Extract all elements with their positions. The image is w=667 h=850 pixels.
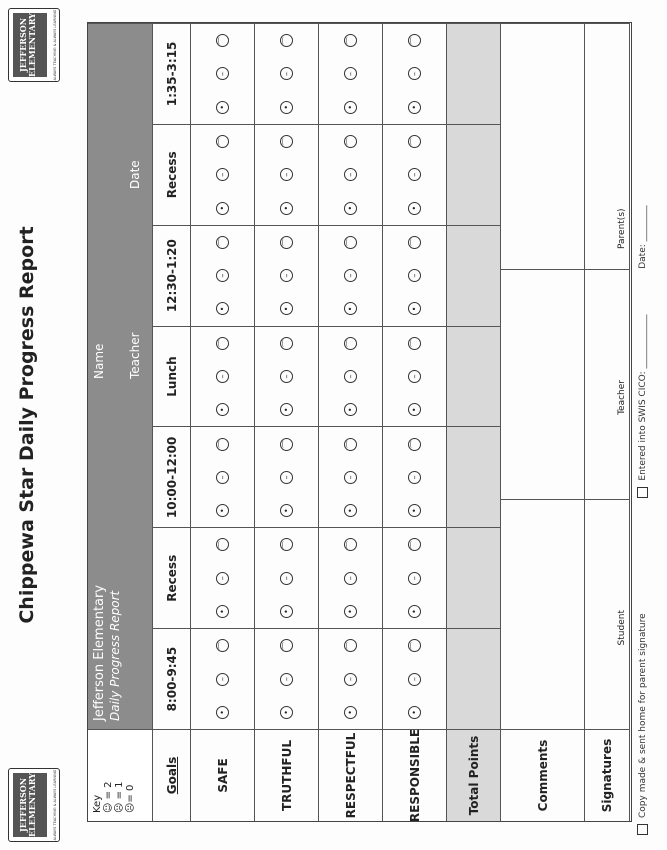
frown-face-icon[interactable]: ⌒ [408,337,421,350]
rating-cell[interactable] [255,225,319,326]
smile-face-icon[interactable]: • [344,403,357,416]
frown-face-icon[interactable]: ⌒ [408,135,421,148]
goals-header [153,729,191,821]
smile-face-icon[interactable]: • [280,101,293,114]
frown-face-icon[interactable]: ⌒ [344,639,357,652]
total-points-cell[interactable] [447,527,501,628]
report-subtitle: Daily Progress Report [108,590,122,721]
comment-cell[interactable] [501,23,585,269]
smile-face-icon[interactable]: • [344,504,357,517]
time-slot-header [153,23,191,124]
rating-cell[interactable] [383,527,447,628]
neutral-face-icon[interactable]: – [344,572,357,585]
smile-face-icon[interactable]: • [344,101,357,114]
total-points-cell[interactable] [447,628,501,729]
frown-face-icon[interactable]: ⌒ [216,438,229,451]
time-slot-header [153,326,191,427]
smile-face-icon[interactable]: • [344,605,357,618]
smile-face-icon[interactable]: • [280,302,293,315]
total-points-cell[interactable] [447,225,501,326]
smile-face-icon[interactable]: • [280,504,293,517]
smile-face-icon[interactable]: • [408,504,421,517]
key-box [88,729,153,821]
smile-face-icon[interactable]: • [216,403,229,416]
neutral-face-icon[interactable]: – [216,572,229,585]
frown-face-icon[interactable]: ⌒ [216,538,229,551]
smile-face-icon[interactable]: • [280,202,293,215]
neutral-face-icon[interactable]: – [344,168,357,181]
rating-cell[interactable] [319,326,383,427]
frown-face-icon[interactable]: ⌒ [408,236,421,249]
smile-face-icon[interactable]: • [408,605,421,618]
key-neutral: ☹ = 1 [114,781,125,813]
neutral-face-icon[interactable]: – [280,370,293,383]
time-slot-label: 12:30-1:20 [164,239,179,313]
total-points-cell[interactable] [447,124,501,225]
signature-parent-label: Parent(s) [617,208,627,249]
footer-date: Date: ________ [638,205,648,269]
signature-field-parent[interactable] [585,23,630,269]
logo-line2-right: ELEMENTARY [27,13,37,77]
neutral-face-icon[interactable]: – [344,370,357,383]
rating-cell[interactable] [191,527,255,628]
frown-face-icon[interactable]: ⌒ [344,135,357,148]
neutral-face-icon[interactable]: – [280,168,293,181]
rating-cell[interactable] [255,628,319,729]
signatures-label [585,729,630,821]
signature-field-student[interactable] [585,499,630,729]
frown-face-icon[interactable]: ⌒ [344,538,357,551]
smile-face-icon[interactable]: • [408,706,421,719]
copy-sent-label: Copy made & sent home for parent signature [638,613,648,818]
smile-face-icon[interactable]: • [344,202,357,215]
frown-face-icon[interactable]: ⌒ [216,639,229,652]
rating-cell[interactable] [319,124,383,225]
rating-cell[interactable] [191,426,255,527]
neutral-face-icon[interactable]: – [408,572,421,585]
neutral-face-icon[interactable]: – [344,471,357,484]
smile-face-icon[interactable]: • [408,101,421,114]
neutral-face-icon[interactable]: – [280,67,293,80]
goals-label: Goals [164,756,179,795]
date-label: Date [128,160,142,189]
rating-cell[interactable] [191,124,255,225]
page-title: Chippewa Star Daily Progress Report [16,226,38,624]
neutral-face-icon[interactable]: – [216,269,229,282]
neutral-face-icon[interactable]: – [216,673,229,686]
rating-cell[interactable] [383,628,447,729]
logo-line2: ELEMENTARY [27,773,37,837]
neutral-face-icon[interactable]: – [280,572,293,585]
smile-face-icon[interactable]: • [280,706,293,719]
time-slot-header [153,426,191,527]
frown-face-icon[interactable]: ⌒ [280,639,293,652]
key-frown: ☹= 0 [125,784,136,813]
rating-cell[interactable] [383,225,447,326]
smile-face-icon[interactable]: • [280,605,293,618]
rating-cell[interactable] [255,23,319,124]
time-slot-header [153,124,191,225]
school-name: Jefferson Elementary [92,584,107,721]
goal-label: RESPONSIBLE [407,728,422,823]
name-label: Name [92,343,106,379]
smile-face-icon[interactable]: • [216,504,229,517]
smile-face-icon[interactable]: • [408,202,421,215]
neutral-face-icon[interactable]: – [408,67,421,80]
total-points-cell[interactable] [447,326,501,427]
rating-cell[interactable] [383,326,447,427]
neutral-face-icon[interactable]: – [344,269,357,282]
progress-grid [87,22,632,822]
neutral-face-icon[interactable]: – [344,673,357,686]
frown-face-icon[interactable]: ⌒ [344,438,357,451]
smile-face-icon[interactable]: • [344,302,357,315]
smile-face-icon[interactable]: • [344,706,357,719]
neutral-face-icon[interactable]: – [408,673,421,686]
goal-row-label [255,729,319,821]
smile-face-icon[interactable]: • [408,403,421,416]
total-points-label [447,729,501,821]
smile-face-icon[interactable]: • [216,706,229,719]
total-points-cell[interactable] [447,23,501,124]
neutral-face-icon[interactable]: – [408,269,421,282]
key-smile: ☺ = 2 [103,781,114,813]
frown-face-icon[interactable]: ⌒ [344,236,357,249]
rating-cell[interactable] [255,326,319,427]
goal-row-label [319,729,383,821]
time-slot-label: 10:00-12:00 [164,436,179,519]
time-slot-header [153,628,191,729]
rating-cell[interactable] [383,23,447,124]
time-slot-header [153,225,191,326]
comment-cell[interactable] [501,269,585,499]
neutral-face-icon[interactable]: – [344,67,357,80]
rating-cell[interactable] [191,23,255,124]
signature-student-label: Student [617,610,627,646]
frown-face-icon[interactable]: ⌒ [280,34,293,47]
time-slot-label: 1:35-3:15 [164,41,179,107]
time-slot-label: Recess [164,151,179,199]
key-label: Key [92,794,103,813]
goal-row-label [191,729,255,821]
frown-face-icon[interactable]: ⌒ [216,135,229,148]
frown-face-icon[interactable]: ⌒ [408,538,421,551]
total-points-text: Total Points [466,735,481,816]
goal-row-label [383,729,447,821]
footer [637,15,657,835]
goal-label: RESPECTFUL [343,732,358,819]
swis-checkbox[interactable] [637,487,648,498]
rating-cell[interactable] [383,426,447,527]
rating-cell[interactable] [319,225,383,326]
swis-label: Entered into SWIS CICO: ____________ [638,314,648,481]
rating-cell[interactable] [255,527,319,628]
neutral-face-icon[interactable]: – [216,370,229,383]
comments-text: Comments [535,739,550,812]
rating-cell[interactable] [383,124,447,225]
time-slot-label: 8:00-9:45 [164,646,179,712]
frown-face-icon[interactable]: ⌒ [408,34,421,47]
frown-face-icon[interactable]: ⌒ [408,639,421,652]
neutral-face-icon[interactable]: – [408,370,421,383]
neutral-face-icon[interactable]: – [408,168,421,181]
frown-face-icon[interactable]: ⌒ [344,34,357,47]
goal-label: SAFE [215,758,230,793]
frown-face-icon[interactable]: ⌒ [280,135,293,148]
time-slot-label: Recess [164,554,179,602]
signature-teacher-label: Teacher [617,380,627,415]
rating-cell[interactable] [319,426,383,527]
goal-label: TRUTHFUL [279,740,294,811]
smile-face-icon[interactable]: • [216,202,229,215]
signatures-text: Signatures [600,738,614,813]
smile-face-icon[interactable]: • [280,403,293,416]
rating-cell[interactable] [191,628,255,729]
neutral-face-icon[interactable]: – [216,471,229,484]
frown-face-icon[interactable]: ⌒ [280,538,293,551]
frown-face-icon[interactable]: ⌒ [344,337,357,350]
frown-face-icon[interactable]: ⌒ [280,236,293,249]
rating-cell[interactable] [319,527,383,628]
neutral-face-icon[interactable]: – [216,168,229,181]
rating-cell[interactable] [191,326,255,427]
time-slot-label: Lunch [164,356,179,397]
neutral-face-icon[interactable]: – [280,269,293,282]
smile-face-icon[interactable]: • [216,302,229,315]
time-slot-header [153,527,191,628]
rating-cell[interactable] [319,23,383,124]
frown-face-icon[interactable]: ⌒ [408,438,421,451]
logo-line1: JEFFERSON [18,777,28,833]
frown-face-icon[interactable]: ⌒ [216,34,229,47]
comments-label [501,729,585,821]
frown-face-icon[interactable]: ⌒ [216,236,229,249]
frown-face-icon[interactable]: ⌒ [280,438,293,451]
rating-cell[interactable] [255,426,319,527]
neutral-face-icon[interactable]: – [280,673,293,686]
comment-cell[interactable] [501,499,585,729]
smile-face-icon[interactable]: • [216,605,229,618]
neutral-face-icon[interactable]: – [216,67,229,80]
smile-face-icon[interactable]: • [216,101,229,114]
rating-cell[interactable] [191,225,255,326]
frown-face-icon[interactable]: ⌒ [280,337,293,350]
copy-sent-checkbox[interactable] [637,824,648,835]
rating-cell[interactable] [255,124,319,225]
rating-cell[interactable] [319,628,383,729]
neutral-face-icon[interactable]: – [408,471,421,484]
header-band [88,23,153,729]
logo-line1-right: JEFFERSON [18,17,28,73]
smile-face-icon[interactable]: • [408,302,421,315]
logo-tagline-right: ALWAYS TEACHING & ALWAYS LEARNING [53,9,57,81]
neutral-face-icon[interactable]: – [280,471,293,484]
logo-tagline: ALWAYS TEACHING & ALWAYS LEARNING [53,769,57,841]
signature-field-teacher[interactable] [585,269,630,499]
frown-face-icon[interactable]: ⌒ [216,337,229,350]
teacher-label: Teacher [128,332,142,379]
total-points-cell[interactable] [447,426,501,527]
